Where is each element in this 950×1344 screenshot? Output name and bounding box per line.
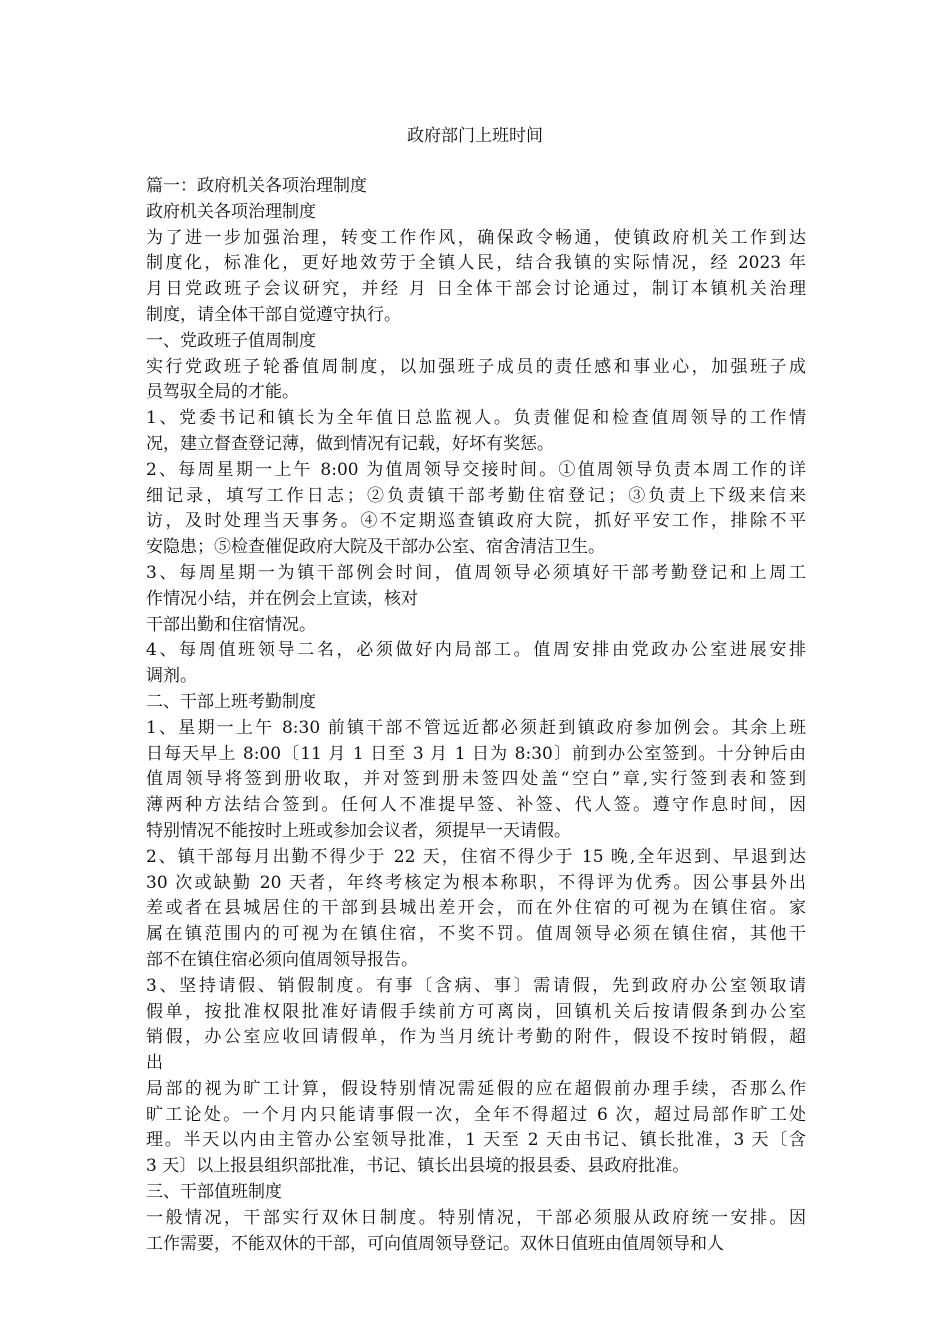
text-line: 1、星期一上午 8:30 前镇干部不管远近都必须赶到镇政府参加例会。其余上班 — [146, 717, 806, 738]
text-line: 制度化，标准化，更好地效劳于全镇人民，结合我镇的实际情况，经 2023 年 — [146, 253, 806, 274]
text-line: 假单，按批准权限批准好请假手续前方可离岗，回镇机关后按请假条到办公室 — [146, 1001, 806, 1022]
text-line: 为了进一步加强治理，转变工作作风，确保政令畅通，使镇政府机关工作到达 — [146, 227, 806, 248]
text-line: 3 天〕以上报县组织部批准，书记、镇长出县境的报县委、县政府批准。 — [146, 1156, 690, 1177]
text-line: 细记录，填写工作日志；②负责镇干部考勤住宿登记；③负责上下级来信来 — [146, 485, 806, 506]
text-line: 篇一：政府机关各项治理制度 — [146, 176, 367, 196]
text-line: 干部出勤和住宿情况。 — [146, 614, 316, 635]
text-line: 月日党政班子会议研究，并经 月 日全体干部会讨论通过，制订本镇机关治理 — [146, 279, 806, 300]
text-line: 员驾驭全局的才能。 — [146, 382, 299, 403]
text-line: 属在镇范围内的可视为在镇住宿，不奖不罚。值周领导必须在镇住宿，其他干 — [146, 924, 806, 945]
document-body — [146, 174, 806, 1257]
text-line: 局部的视为旷工计算，假设特别情况需延假的应在超假前办理手续，否那么作 — [146, 1078, 806, 1099]
text-line: 旷工论处。一个月内只能请事假一次，全年不得超过 6 次，超过局部作旷工处 — [146, 1104, 806, 1125]
text-line: 1、党委书记和镇长为全年值日总监视人。负责催促和检查值周领导的工作情 — [146, 408, 806, 429]
text-line: 一般情况，干部实行双休日制度。特别情况，干部必须服从政府统一安排。因 — [146, 1207, 806, 1228]
text-line: 三、干部值班制度 — [146, 1182, 282, 1203]
text-line: 二、干部上班考勤制度 — [146, 691, 316, 712]
text-line: 政府机关各项治理制度 — [146, 201, 316, 222]
text-line: 3、坚持请假、销假制度。有事〔含病、事〕需请假，先到政府办公室领取请 — [146, 975, 806, 996]
text-line: 30 次或缺勤 20 天者，年终考核定为根本称职，不得评为优秀。因公事县外出 — [146, 872, 806, 893]
text-line: 访，及时处理当天事务。④不定期巡查镇政府大院，抓好平安工作，排除不平 — [146, 511, 806, 532]
text-line: 特别情况不能按时上班或参加会议者，须提早一天请假。 — [146, 820, 571, 841]
text-line: 薄两种方法结合签到。任何人不准提早签、补签、代人签。遵守作息时间，因 — [146, 795, 806, 816]
text-line: 实行党政班子轮番值周制度，以加强班子成员的责任感和事业心，加强班子成 — [146, 356, 806, 377]
text-line: 2、每周星期一上午 8:00 为值周领导交接时间。①值周领导负责本周工作的详 — [146, 459, 806, 480]
text-line: 差或者在县城居住的干部到县城出差开会，而在外住宿的可视为在镇住宿。家 — [146, 898, 806, 919]
text-line: 日每天早上 8:00〔11 月 1 日至 3 月 1 日为 8:30〕前到办公室签到。十分钟后由 — [146, 743, 806, 764]
text-line: 安隐患；⑤检查催促政府大院及干部办公室、宿舍清洁卫生。 — [146, 537, 605, 558]
text-line: 值周领导将签到册收取，并对签到册未签四处盖“空白”章,实行签到表和签到 — [146, 769, 806, 790]
text-line: 况，建立督查登记薄，做到情况有记载，好坏有奖惩。 — [146, 433, 554, 454]
text-line: 出 — [146, 1053, 163, 1074]
text-line: 2、镇干部每月出勤不得少于 22 天，住宿不得少于 15 晚,全年迟到、早退到达 — [146, 846, 806, 867]
text-line: 调剂。 — [146, 666, 197, 687]
document-title: 政府部门上班时间 — [407, 126, 543, 146]
text-line: 部不在镇住宿必须向值周领导报告。 — [146, 949, 418, 970]
text-line: 销假，办公室应收回请假单，作为当月统计考勤的附件，假设不按时销假，超 — [146, 1027, 806, 1048]
text-line: 4、每周值班领导二名，必须做好内局部工。值周安排由党政办公室进展安排 — [146, 640, 806, 661]
text-line: 制度，请全体干部自觉遵守执行。 — [146, 304, 401, 325]
text-line: 理。半天以内由主管办公室领导批准，1 天至 2 天由书记、镇长批准，3 天〔含 — [146, 1130, 806, 1151]
text-line: 作情况小结，并在例会上宣读，核对 — [146, 588, 418, 609]
text-line: 工作需要，不能双休的干部，可向值周领导登记。双休日值班由值周领导和人 — [146, 1233, 724, 1254]
text-line: 3、每周星期一为镇干部例会时间，值周领导必须填好干部考勤登记和上周工 — [146, 562, 806, 583]
text-line: 一、党政班子值周制度 — [146, 330, 316, 351]
